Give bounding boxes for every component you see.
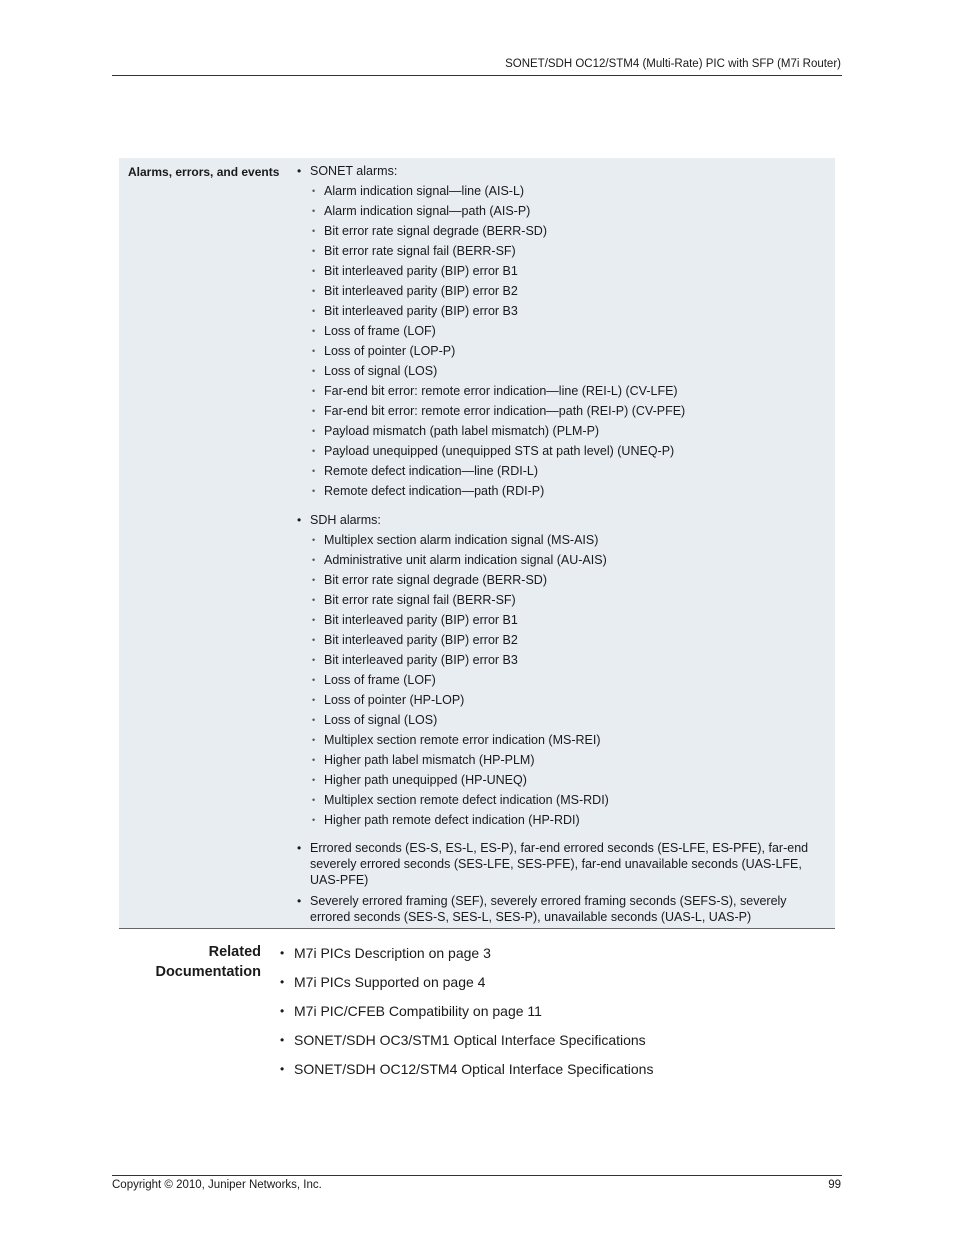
list-item: • Loss of frame (LOF) bbox=[295, 323, 829, 343]
list-item: • Payload unequipped (unequipped STS at path level) (UNEQ-P) bbox=[295, 443, 829, 463]
list-item: • Higher path remote defect indication (HP-RDI) bbox=[295, 812, 829, 832]
sdh-alarms-list bbox=[295, 532, 829, 832]
sdh-alarms-group bbox=[295, 512, 829, 832]
severely-errored-item: • Severely errored framing (SEF), severely errored framing seconds (SEFS-S), severely errored seconds (SES-S, SES-L, SES-P), unavailable seconds (UAS-L, UAS-P) bbox=[295, 893, 829, 925]
list-item: • Loss of pointer (HP-LOP) bbox=[295, 692, 829, 712]
list-item: • Bit error rate signal degrade (BERR-SD) bbox=[295, 223, 829, 243]
errored-seconds-item: • Errored seconds (ES-S, ES-L, ES-P), far-end errored seconds (ES-LFE, ES-PFE), far-end severely errored seconds (SES-LFE, SES-PFE), far-end unavailable seconds (UAS-LFE, UAS-PFE) bbox=[295, 840, 829, 888]
list-item: • Loss of pointer (LOP-P) bbox=[295, 343, 829, 363]
sonet-alarms-group bbox=[295, 163, 829, 503]
list-item: • Administrative unit alarm indication signal (AU-AIS) bbox=[295, 552, 829, 572]
list-item: • Alarm indication signal—line (AIS-L) bbox=[295, 183, 829, 203]
related-label-line1: Related bbox=[208, 944, 261, 960]
list-item: • Higher path unequipped (HP-UNEQ) bbox=[295, 772, 829, 792]
list-item: • Loss of signal (LOS) bbox=[295, 363, 829, 383]
list-item: • Remote defect indication—line (RDI-L) bbox=[295, 463, 829, 483]
list-item: • Bit interleaved parity (BIP) error B3 bbox=[295, 652, 829, 672]
page-number: 99 bbox=[828, 1179, 841, 1191]
list-item: • Bit error rate signal fail (BERR-SF) bbox=[295, 592, 829, 612]
list-item: • Far-end bit error: remote error indication—path (REI-P) (CV-PFE) bbox=[295, 403, 829, 423]
related-documentation-label bbox=[140, 943, 261, 982]
list-item: • Bit interleaved parity (BIP) error B2 bbox=[295, 632, 829, 652]
list-item: • Loss of signal (LOS) bbox=[295, 712, 829, 732]
related-documentation-list bbox=[280, 944, 840, 1089]
footer-rule bbox=[112, 1175, 842, 1176]
list-item: • Alarm indication signal—path (AIS-P) bbox=[295, 203, 829, 223]
list-item: • Bit interleaved parity (BIP) error B3 bbox=[295, 303, 829, 323]
list-item: • Multiplex section alarm indication signal (MS-AIS) bbox=[295, 532, 829, 552]
sonet-alarms-heading: • SONET alarms: bbox=[295, 163, 829, 179]
spec-row-label: Alarms, errors, and events bbox=[128, 165, 280, 179]
list-item: • Loss of frame (LOF) bbox=[295, 672, 829, 692]
header-rule bbox=[112, 75, 842, 76]
list-item: • Bit error rate signal degrade (BERR-SD) bbox=[295, 572, 829, 592]
related-link[interactable]: • SONET/SDH OC12/STM4 Optical Interface Specifications bbox=[280, 1060, 840, 1089]
footer-copyright: Copyright © 2010, Juniper Networks, Inc. bbox=[112, 1179, 322, 1191]
related-link[interactable]: • M7i PIC/CFEB Compatibility on page 11 bbox=[280, 1002, 840, 1031]
running-header-title: SONET/SDH OC12/STM4 (Multi-Rate) PIC with SFP (M7i Router) bbox=[505, 58, 841, 70]
list-item: • Bit interleaved parity (BIP) error B1 bbox=[295, 263, 829, 283]
related-link[interactable]: • M7i PICs Supported on page 4 bbox=[280, 973, 840, 1002]
spec-row-content bbox=[295, 163, 829, 925]
spec-table bbox=[119, 158, 835, 929]
list-item: • Multiplex section remote defect indication (MS-RDI) bbox=[295, 792, 829, 812]
list-item: • Far-end bit error: remote error indication—line (REI-L) (CV-LFE) bbox=[295, 383, 829, 403]
list-item: • Higher path label mismatch (HP-PLM) bbox=[295, 752, 829, 772]
related-link[interactable]: • SONET/SDH OC3/STM1 Optical Interface Specifications bbox=[280, 1031, 840, 1060]
list-item: • Remote defect indication—path (RDI-P) bbox=[295, 483, 829, 503]
sonet-alarms-list bbox=[295, 183, 829, 503]
list-item: • Bit error rate signal fail (BERR-SF) bbox=[295, 243, 829, 263]
list-item: • Bit interleaved parity (BIP) error B2 bbox=[295, 283, 829, 303]
list-item: • Multiplex section remote error indication (MS-REI) bbox=[295, 732, 829, 752]
list-item: • Payload mismatch (path label mismatch) (PLM-P) bbox=[295, 423, 829, 443]
related-link[interactable]: • M7i PICs Description on page 3 bbox=[280, 944, 840, 973]
sdh-alarms-heading: • SDH alarms: bbox=[295, 512, 829, 528]
related-label-line2: Documentation bbox=[155, 963, 261, 980]
list-item: • Bit interleaved parity (BIP) error B1 bbox=[295, 612, 829, 632]
